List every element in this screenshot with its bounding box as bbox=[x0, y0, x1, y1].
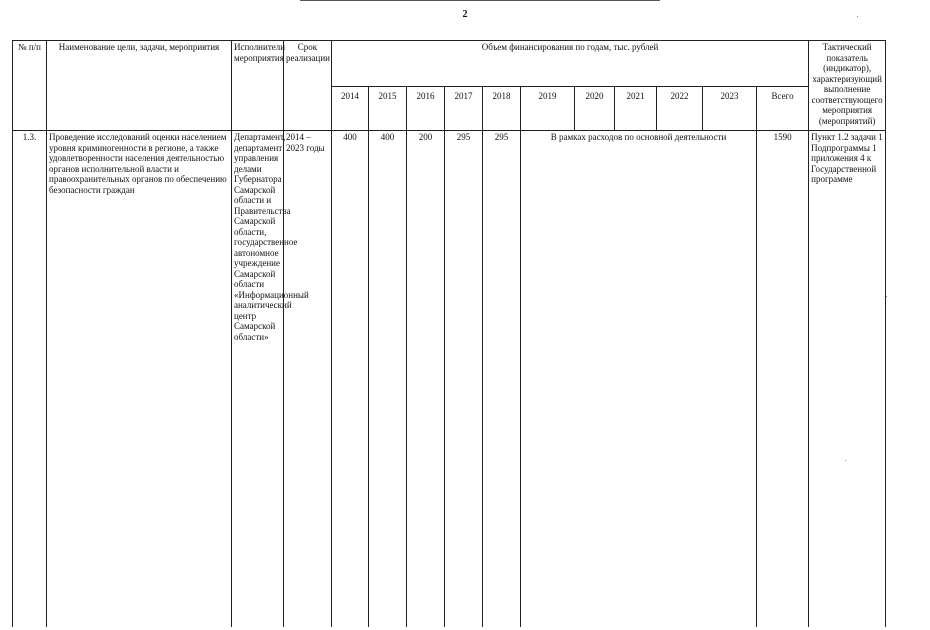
year-header: 2014 bbox=[332, 87, 369, 131]
total-header: Всего bbox=[757, 87, 809, 131]
header-term: Срок реализации bbox=[284, 41, 332, 131]
header-name: Наименование цели, задачи, мероприятия bbox=[47, 41, 232, 131]
value-2018: 295 bbox=[483, 131, 521, 628]
row-name: Проведение исследований оценки населением уровня криминогенности в регионе, а также удовлетворенности населения деятельностью органов исполнительной власти и правоохранительных органов по обеспечению безопасности граждан bbox=[47, 131, 232, 628]
financing-table bbox=[12, 40, 886, 627]
value-total: 1590 bbox=[757, 131, 809, 628]
merged-note: В рамках расходов по основной деятельности bbox=[521, 131, 757, 628]
header-indicator: Тактический показатель (индикатор), характеризующий выполнение соответствующего мероприятия (мероприятий) bbox=[809, 41, 886, 131]
row-indicator: Пункт 1.2 задачи 1 Подпрограммы 1 приложения 4 к Государственной программе bbox=[809, 131, 886, 628]
year-header: 2016 bbox=[407, 87, 445, 131]
value-2017: 295 bbox=[445, 131, 483, 628]
year-header: 2018 bbox=[483, 87, 521, 131]
value-2014: 400 bbox=[332, 131, 369, 628]
header-executor: Исполнители мероприятия bbox=[232, 41, 284, 131]
year-header: 2021 bbox=[615, 87, 657, 131]
scan-dot bbox=[886, 296, 887, 297]
year-header: 2022 bbox=[657, 87, 703, 131]
year-header: 2023 bbox=[703, 87, 757, 131]
header-row bbox=[13, 41, 886, 87]
value-2016: 200 bbox=[407, 131, 445, 628]
year-header: 2020 bbox=[575, 87, 615, 131]
year-header: 2019 bbox=[521, 87, 575, 131]
header-financing: Объем финансирования по годам, тыс. рублей bbox=[332, 41, 809, 87]
row-num: 1.3. bbox=[13, 131, 47, 628]
top-border-line bbox=[300, 0, 660, 2]
header-num: № п/п bbox=[13, 41, 47, 131]
scan-dot bbox=[857, 16, 858, 17]
page-number: 2 bbox=[462, 9, 468, 20]
row-term: 2014 – 2023 годы bbox=[284, 131, 332, 628]
table-row bbox=[13, 131, 886, 628]
value-2015: 400 bbox=[369, 131, 407, 628]
year-header: 2015 bbox=[369, 87, 407, 131]
row-executor: Департамент, департамент управления делами Губернатора Самарской области и Правительства Самарской области, государственное автономное учреждение Самарской области «Информационный аналитический центр Самарской области» bbox=[232, 131, 284, 628]
year-header: 2017 bbox=[445, 87, 483, 131]
